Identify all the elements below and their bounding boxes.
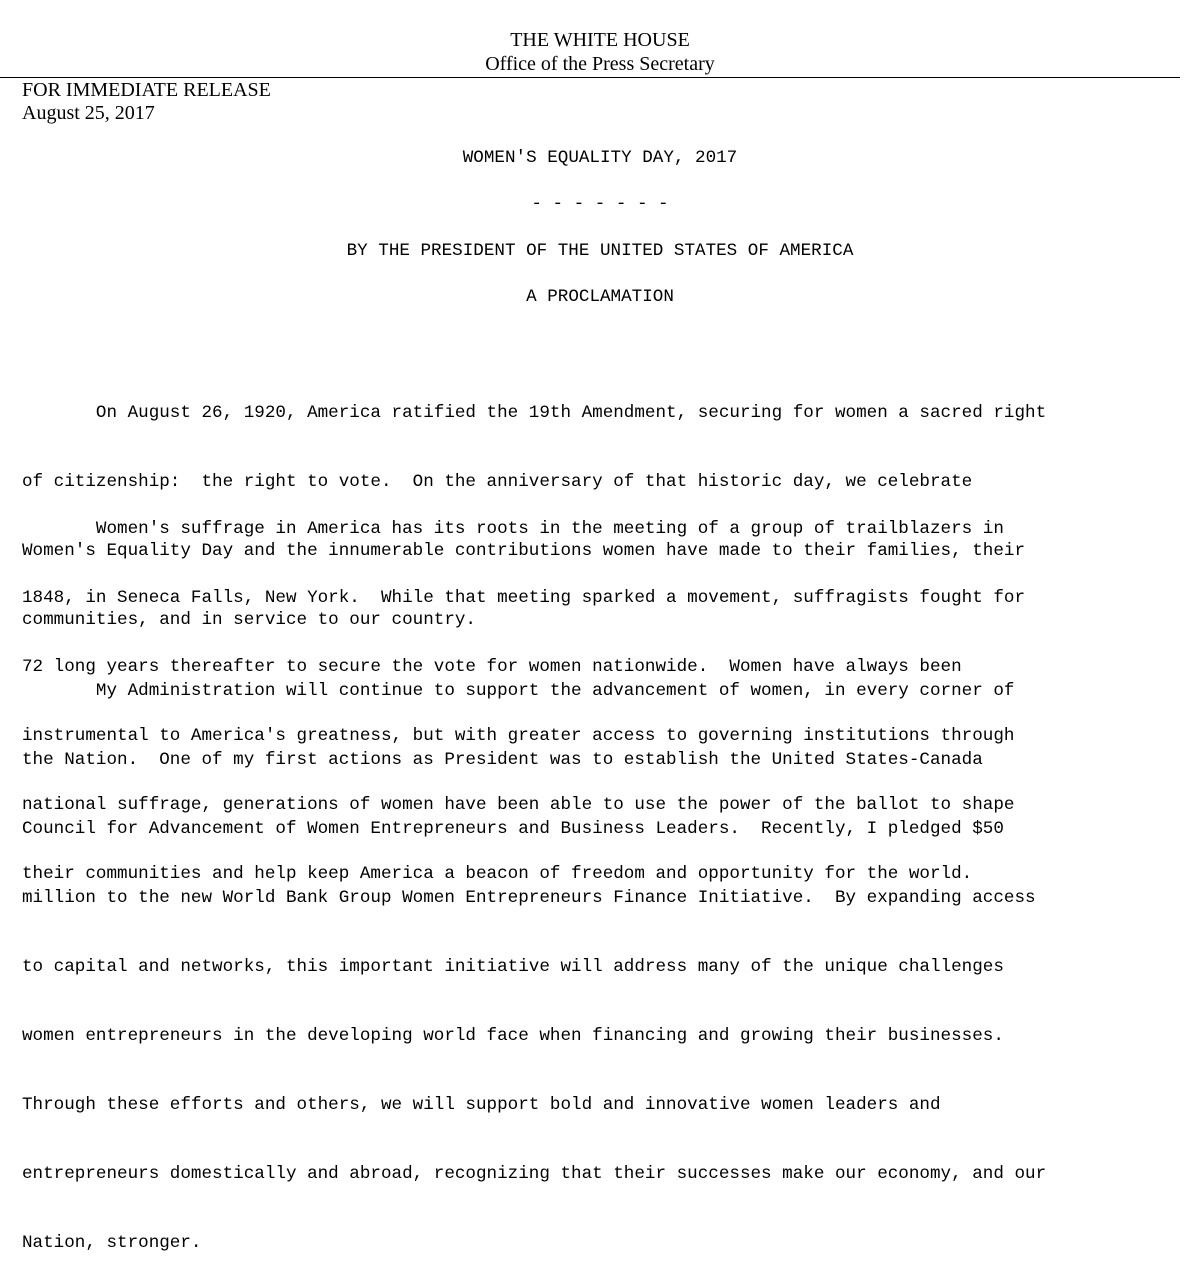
paragraph-line: women entrepreneurs in the developing world face when financing and growing their businesses. [22, 1026, 1004, 1046]
paragraph-line: the Nation. One of my first actions as President was to establish the United States-Canada [22, 750, 983, 770]
paragraph-line: national suffrage, generations of women have been able to use the power of the ballot to shape [22, 795, 1015, 815]
paragraph-line: My Administration will continue to support the advancement of women, in every corner of [22, 681, 1015, 701]
body-paragraph [22, 634, 1192, 1278]
proclamation-type: A PROCLAMATION [526, 287, 674, 307]
release-date: August 25, 2017 [22, 102, 155, 124]
proclamation-title: WOMEN'S EQUALITY DAY, 2017 [462, 148, 738, 168]
proclamation-by-line: BY THE PRESIDENT OF THE UNITED STATES OF AMERICA [346, 241, 854, 261]
paragraph-line: of citizenship: the right to vote. On the anniversary of that historic day, we celebrate [22, 472, 973, 492]
release-label: FOR IMMEDIATE RELEASE [22, 79, 271, 101]
paragraph-line: million to the new World Bank Group Women Entrepreneurs Finance Initiative. By expanding access [22, 888, 1036, 908]
paragraph-line: Council for Advancement of Women Entrepreneurs and Business Leaders. Recently, I pledged $50 [22, 819, 1004, 839]
paragraph-line: communities, and in service to our country. [22, 610, 476, 630]
paragraph-line: 72 long years thereafter to secure the vote for women nationwide. Women have always been [22, 657, 962, 677]
paragraph-line: to capital and networks, this important initiative will address many of the unique challenges [22, 957, 1004, 977]
paragraph-line: Through these efforts and others, we will support bold and innovative women leaders and [22, 1095, 941, 1115]
press-office-subtitle: Office of the Press Secretary [485, 53, 715, 75]
paragraph-line: Women's suffrage in America has its roots in the meeting of a group of trailblazers in [22, 519, 1004, 539]
header-divider [0, 77, 1180, 78]
paragraph-line: Women's Equality Day and the innumerable contributions women have made to their families, their [22, 541, 1026, 561]
press-office-title: THE WHITE HOUSE [510, 29, 690, 51]
paragraph-line: 1848, in Seneca Falls, New York. While that meeting sparked a movement, suffragists fought for [22, 588, 1026, 608]
proclamation-separator: - - - - - - - [531, 194, 669, 214]
paragraph-line: Nation, stronger. [22, 1233, 202, 1253]
paragraph-line: instrumental to America's greatness, but with greater access to governing institutions through [22, 726, 1015, 746]
paragraph-line: On August 26, 1920, America ratified the 19th Amendment, securing for women a sacred right [22, 403, 1047, 423]
paragraph-line: entrepreneurs domestically and abroad, recognizing that their successes make our economy, and our [22, 1164, 1047, 1184]
paragraph-line: their communities and help keep America a beacon of freedom and opportunity for the world. [22, 864, 973, 884]
